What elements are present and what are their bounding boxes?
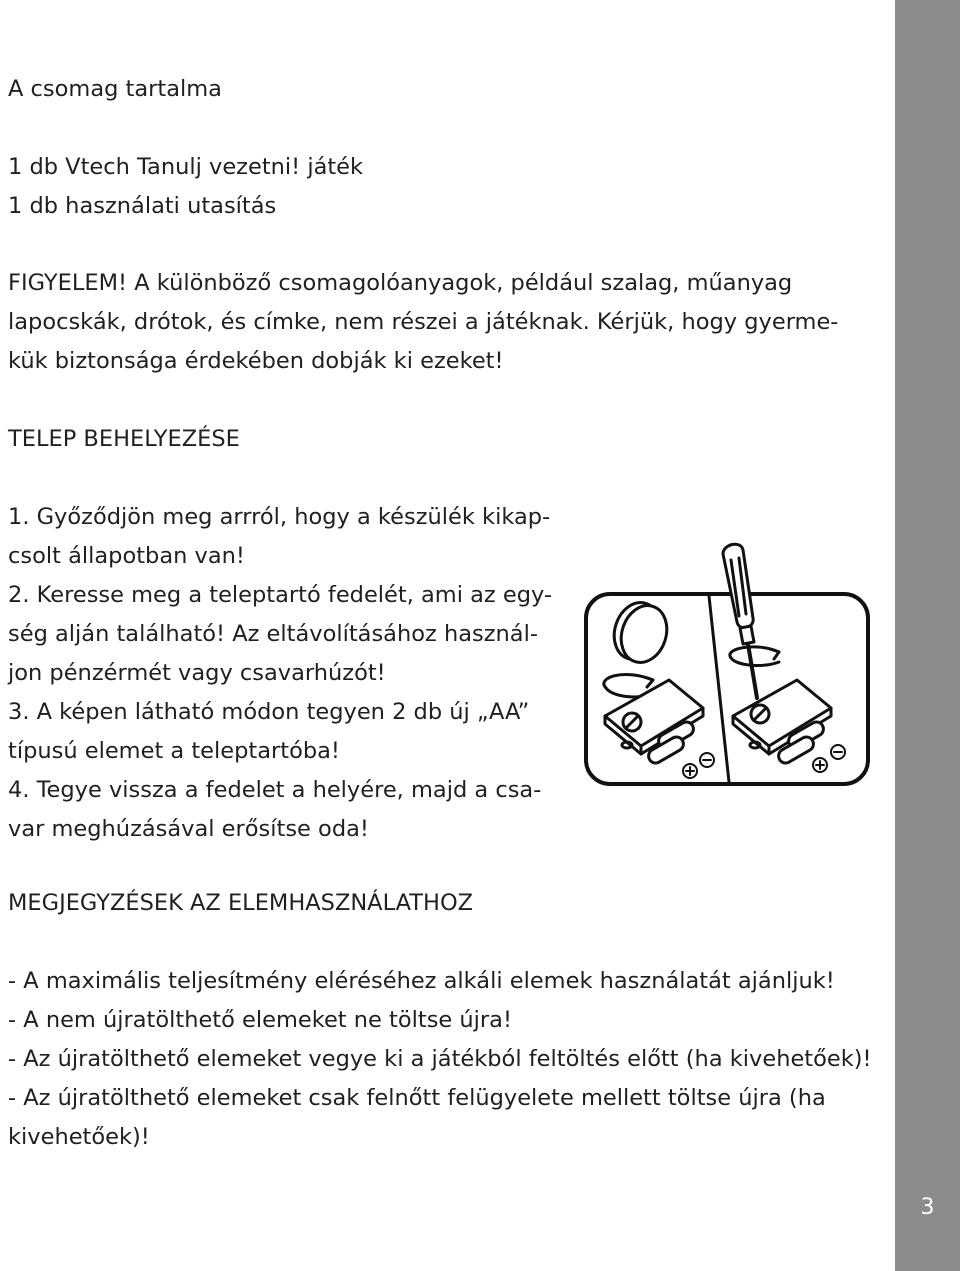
notes-line: - Az újratölthető elemeket vegye ki a játékból feltöltés előtt (ha kivehetőek)! [8,1046,872,1072]
notes-line: kivehetőek)! [8,1124,150,1150]
polarity-plus-icon [683,764,697,778]
battery-compartment-icon [605,680,703,766]
contents-item: 1 db használati utasítás [8,193,277,219]
battery-step-line: típusú elemet a teleptartóba! [8,738,340,764]
battery-step-line: 4. Tegye vissza a fedelet a helyére, majd a csa- [8,777,542,803]
polarity-minus-icon [700,753,714,767]
battery-step-line: var meghúzásával erősítse oda! [8,816,369,842]
warning-line: lapocskák, drótok, és címke, nem részei a játéknak. Kérjük, hogy gyerme- [8,309,839,335]
page-number: 3 [920,1195,935,1220]
battery-heading: TELEP BEHELYEZÉSE [8,426,240,452]
notes-line: - Az újratölthető elemeket csak felnőtt felügyelete mellett töltse újra (ha [8,1085,826,1111]
page-sidebar [895,0,960,1271]
battery-step-line: 2. Keresse meg a teleptartó fedelét, ami az egy- [8,582,553,608]
contents-item: 1 db Vtech Tanulj vezetni! játék [8,154,364,180]
notes-line: - A nem újratölthető elemeket ne töltse újra! [8,1007,512,1033]
polarity-minus-icon [831,745,845,759]
notes-line: - A maximális teljesítmény eléréséhez alkáli elemek használatát ajánljuk! [8,968,835,994]
battery-step-line: 1. Győződjön meg arrról, hogy a készülék kikap- [8,504,551,530]
screwdriver-icon [723,544,757,698]
polarity-plus-icon [813,758,827,772]
battery-compartment-icon [733,680,831,766]
warning-line: kük biztonsága érdekében dobják ki ezeket! [8,348,504,374]
coin-icon [607,597,674,669]
warning-line: FIGYELEM! A különböző csomagolóanyagok, például szalag, műanyag [8,270,793,296]
battery-installation-illustration [583,538,871,790]
battery-step-line: 3. A képen látható módon tegyen 2 db új „AA” [8,699,530,725]
notes-heading: MEGJEGYZÉSEK AZ ELEMHASZNÁLATHOZ [8,890,474,916]
contents-heading: A csomag tartalma [8,76,222,102]
battery-step-line: jon pénzérmét vagy csavarhúzót! [8,660,386,686]
battery-step-line: csolt állapotban van! [8,543,245,569]
battery-step-line: ség alján található! Az eltávolításához használ- [8,621,538,647]
